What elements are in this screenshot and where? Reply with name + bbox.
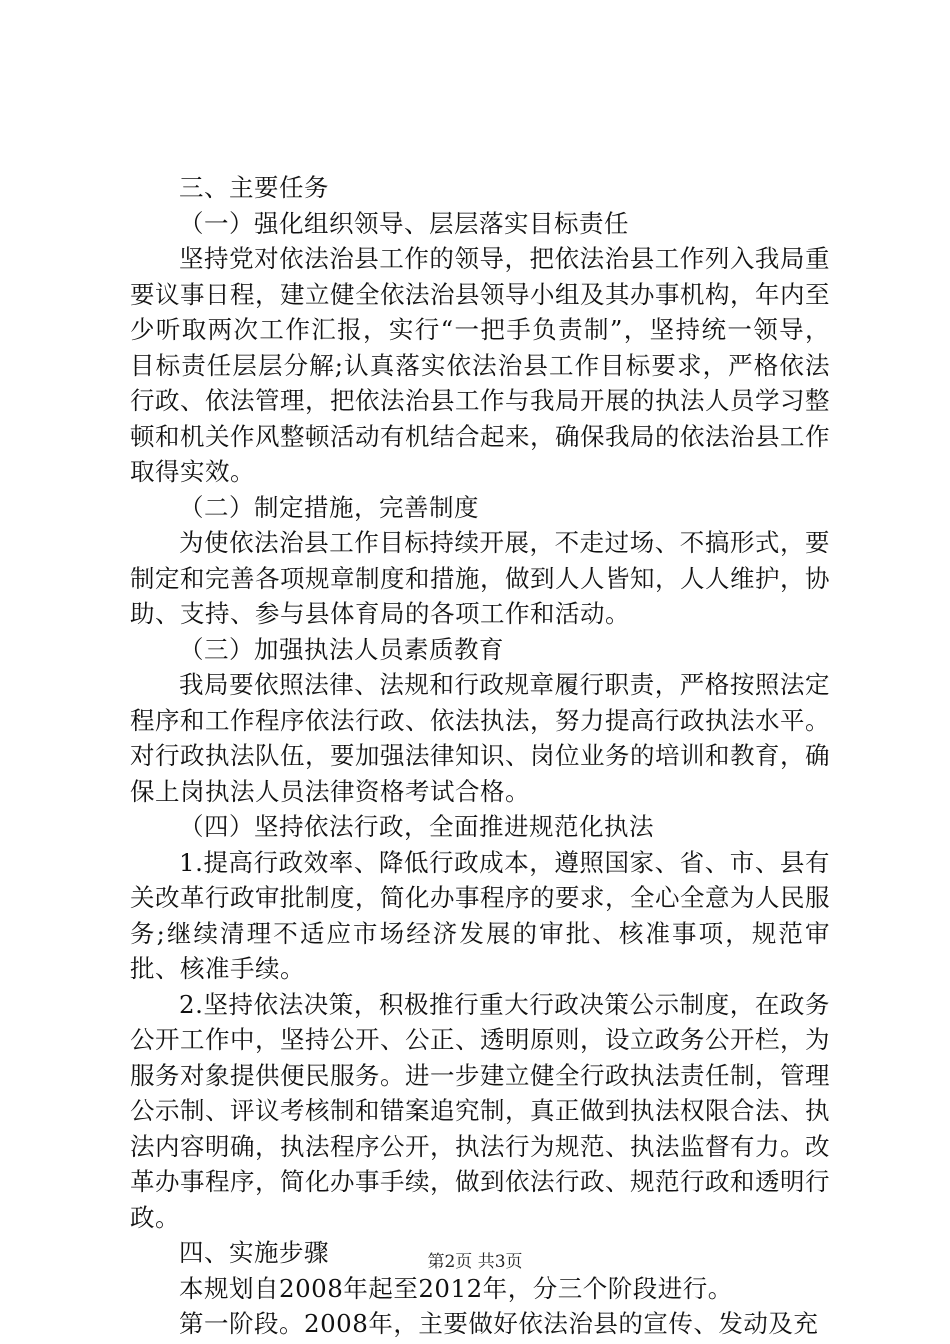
paragraph-plan-period: 本规划自2008年起至2012年，分三个阶段进行。: [179, 1273, 733, 1303]
paragraph-measures: 为使依法治县工作目标持续开展，不走过场、不搞形式，要制定和完善各项规章制度和措施，做到人人皆知，人人维护，协助、支持、参与县体育局的各项工作和活动。: [130, 528, 830, 628]
paragraph-education: 我局要依照法律、法规和行政规章履行职责，严格按照法定程序和工作程序依法行政、依法执法，努力提高行政执法水平。对行政执法队伍，要加强法律知识、岗位业务的培训和教育，确保上岗执法人员法律资格考试合格。: [130, 670, 830, 806]
paragraph-efficiency: 1.提高行政效率、降低行政成本，遵照国家、省、市、县有关改革行政审批制度，简化办事程序的要求，全心全意为人民服务;继续清理不适应市场经济发展的审批、核准事项，规范审批、核准手续。: [130, 847, 830, 983]
subheading-organization: （一）强化组织领导、层层落实目标责任: [179, 208, 629, 238]
section-heading-main-tasks: 三、主要任务: [179, 173, 329, 202]
page-footer: 第2页 共3页: [427, 1252, 523, 1272]
subheading-law-enforcement: （四）坚持依法行政，全面推进规范化执法: [179, 812, 654, 841]
document-body: [130, 170, 830, 1342]
paragraph-phase-one: 第一阶段。2008年，主要做好依法治县的宣传、发动及充: [179, 1309, 819, 1338]
subheading-measures: （二）制定措施，完善制度: [179, 492, 479, 522]
paragraph-leadership: 坚持党对依法治县工作的领导，把依法治县工作列入我局重要议事日程，建立健全依法治县领导小组及其办事机构，年内至少听取两次工作汇报，实行“一把手负责制”，坚持统一领导，目标责任层层分解;认真落实依法治县工作目标要求，严格依法行政、依法管理，把依法治县工作与我局开展的执法人员学习整顿和机关作风整顿活动有机结合起来，确保我局的依法治县工作取得实效。: [130, 244, 830, 486]
section-heading-steps: 四、实施步骤: [179, 1238, 329, 1267]
subheading-education: （三）加强执法人员素质教育: [179, 634, 504, 664]
paragraph-decision-making: 2.坚持依法决策，积极推行重大行政决策公示制度，在政务公开工作中，坚持公开、公正、透明原则，设立政务公开栏，为服务对象提供便民服务。进一步建立健全行政执法责任制，管理公示制、评议考核制和错案追究制，真正做到执法权限合法、执法内容明确，执法程序公开，执法行为规范、执法监督有力。改革办事程序，简化办事手续，做到依法行政、规范行政和透明行政。: [130, 989, 830, 1232]
